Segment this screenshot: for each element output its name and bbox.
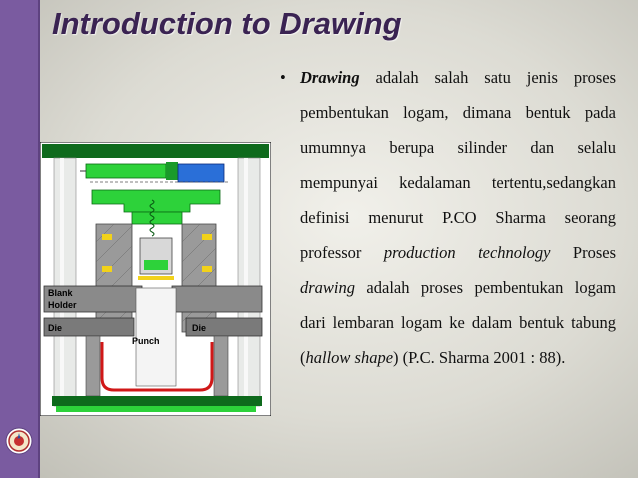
label-die-left: Die (48, 323, 63, 333)
body-text-3: adalah proses pembentukan logam dari lembaran logam ke dalam bentuk tabung ( (300, 278, 616, 367)
body-text-1: adalah salah satu jenis proses pembentukan logam, dimana bentuk pada umumnya berupa silinder dan selalu mempunyai kedalaman tertentu,sedangkan definisi menurut P.CO Sharma seorang professor (300, 68, 616, 262)
slide-title: Introduction to Drawing (52, 6, 402, 41)
label-blank-holder-1: Blank (48, 288, 73, 298)
label-die-right: Die (192, 323, 207, 333)
body-text-4: ) (P.C. Sharma 2001 : 88). (393, 348, 566, 367)
sidebar-decoration (0, 0, 40, 478)
term-hallow-shape: hallow shape (305, 348, 394, 367)
term-drawing: Drawing (300, 68, 360, 87)
drawing-die-diagram (40, 142, 271, 416)
term-drawing-2: drawing (300, 278, 356, 297)
bullet-paragraph (300, 60, 616, 375)
label-punch: Punch (132, 336, 160, 346)
slide-body (280, 60, 616, 375)
university-logo-icon (5, 427, 33, 455)
label-blank-holder-2: Holder (48, 300, 77, 310)
bullet-marker: • (280, 68, 286, 87)
term-production-technology: production technology (383, 243, 551, 262)
body-text-2: Proses (550, 243, 616, 262)
